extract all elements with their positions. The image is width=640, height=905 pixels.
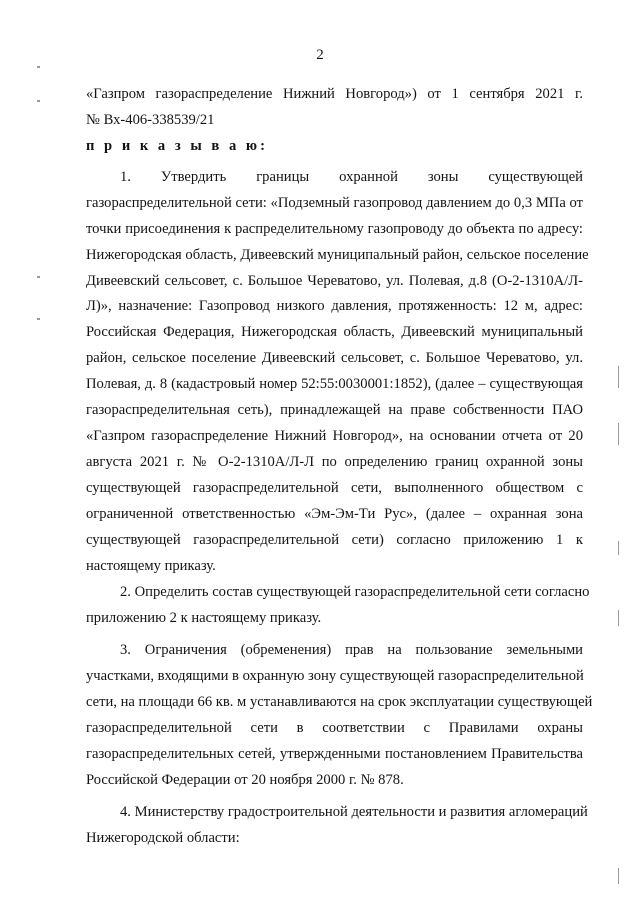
text-line: Нижегородской области: xyxy=(86,830,240,846)
text-line: Л)», назначение: Газопровод низкого давления, протяженность: 12 м, адрес: xyxy=(86,298,583,314)
text-line: газораспределительных сетей, утвержденными постановлением Правительства xyxy=(86,746,583,762)
text-line: «Газпром газораспределение Нижний Новгород», на основании отчета от 20 xyxy=(86,428,583,444)
scan-mark xyxy=(37,66,40,68)
text-line: Нижегородская область, Дивеевский муниципальный район, сельское поселение xyxy=(86,247,589,263)
text-line: приложению 2 к настоящему приказу. xyxy=(86,610,322,626)
scan-mark xyxy=(37,100,40,102)
scan-mark xyxy=(37,276,40,278)
text-line: точки присоединения к распределительному газопроводу до объекта по адресу: xyxy=(86,221,583,237)
text-line: газораспределительной сети: «Подземный газопровод давлением до 0,3 МПа от xyxy=(86,195,583,211)
scan-mark xyxy=(37,318,40,320)
text-line: 3. Ограничения (обременения) прав на пользование земельными xyxy=(120,642,583,658)
text-line: Российской Федерации от 20 ноября 2000 г. № 878. xyxy=(86,772,404,788)
text-line: Полевая, д. 8 (кадастровый номер 52:55:0030001:1852), (далее – существующая xyxy=(86,376,583,392)
text-line: участками, входящими в охранную зону существующей газораспределительной xyxy=(86,668,584,684)
text-line: августа 2021 г. № О-2-1310А/Л-Л по определению границ охранной зоны xyxy=(86,454,583,470)
text-line: сети, на площади 66 кв. м устанавливаются на срок эксплуатации существующей xyxy=(86,694,593,710)
scan-mark xyxy=(618,868,619,884)
text-line: настоящему приказу. xyxy=(86,558,216,574)
text-line: газораспределительной сети в соответствии с Правилами охраны xyxy=(86,720,583,736)
text-line: район, сельское поселение Дивеевский сельсовет, с. Большое Череватово, ул. xyxy=(86,350,583,366)
scan-mark xyxy=(618,423,619,445)
text-line: 4. Министерству градостроительной деятельности и развития агломераций xyxy=(120,804,588,820)
scan-mark xyxy=(618,366,619,388)
text-line: существующей газораспределительной сети) согласно приложению 1 к xyxy=(86,532,583,548)
scan-mark xyxy=(618,610,619,626)
text-line: 1. Утвердить границы охранной зоны существующей xyxy=(120,169,583,185)
order-heading: п р и к а з ы в а ю: xyxy=(86,138,268,154)
text-line: «Газпром газораспределение Нижний Новгород») от 1 сентября 2021 г. xyxy=(86,86,583,102)
text-line: ограниченной ответственностью «Эм-Эм-Ти Рус», (далее – охранная зона xyxy=(86,506,583,522)
scan-mark xyxy=(618,541,619,555)
text-line: 2. Определить состав существующей газораспределительной сети согласно xyxy=(120,584,590,600)
text-line: Дивеевский сельсовет, с. Большое Череватово, ул. Полевая, д.8 (О-2-1310А/Л- xyxy=(86,273,583,289)
page-number: 2 xyxy=(316,47,324,63)
text-line: существующей газораспределительной сети, выполненного обществом с xyxy=(86,480,583,496)
text-line: газораспределительная сеть), принадлежащей на праве собственности ПАО xyxy=(86,402,583,418)
text-line: № Вх-406-338539/21 xyxy=(86,112,215,128)
text-line: Российская Федерация, Нижегородская область, Дивеевский муниципальный xyxy=(86,324,583,340)
